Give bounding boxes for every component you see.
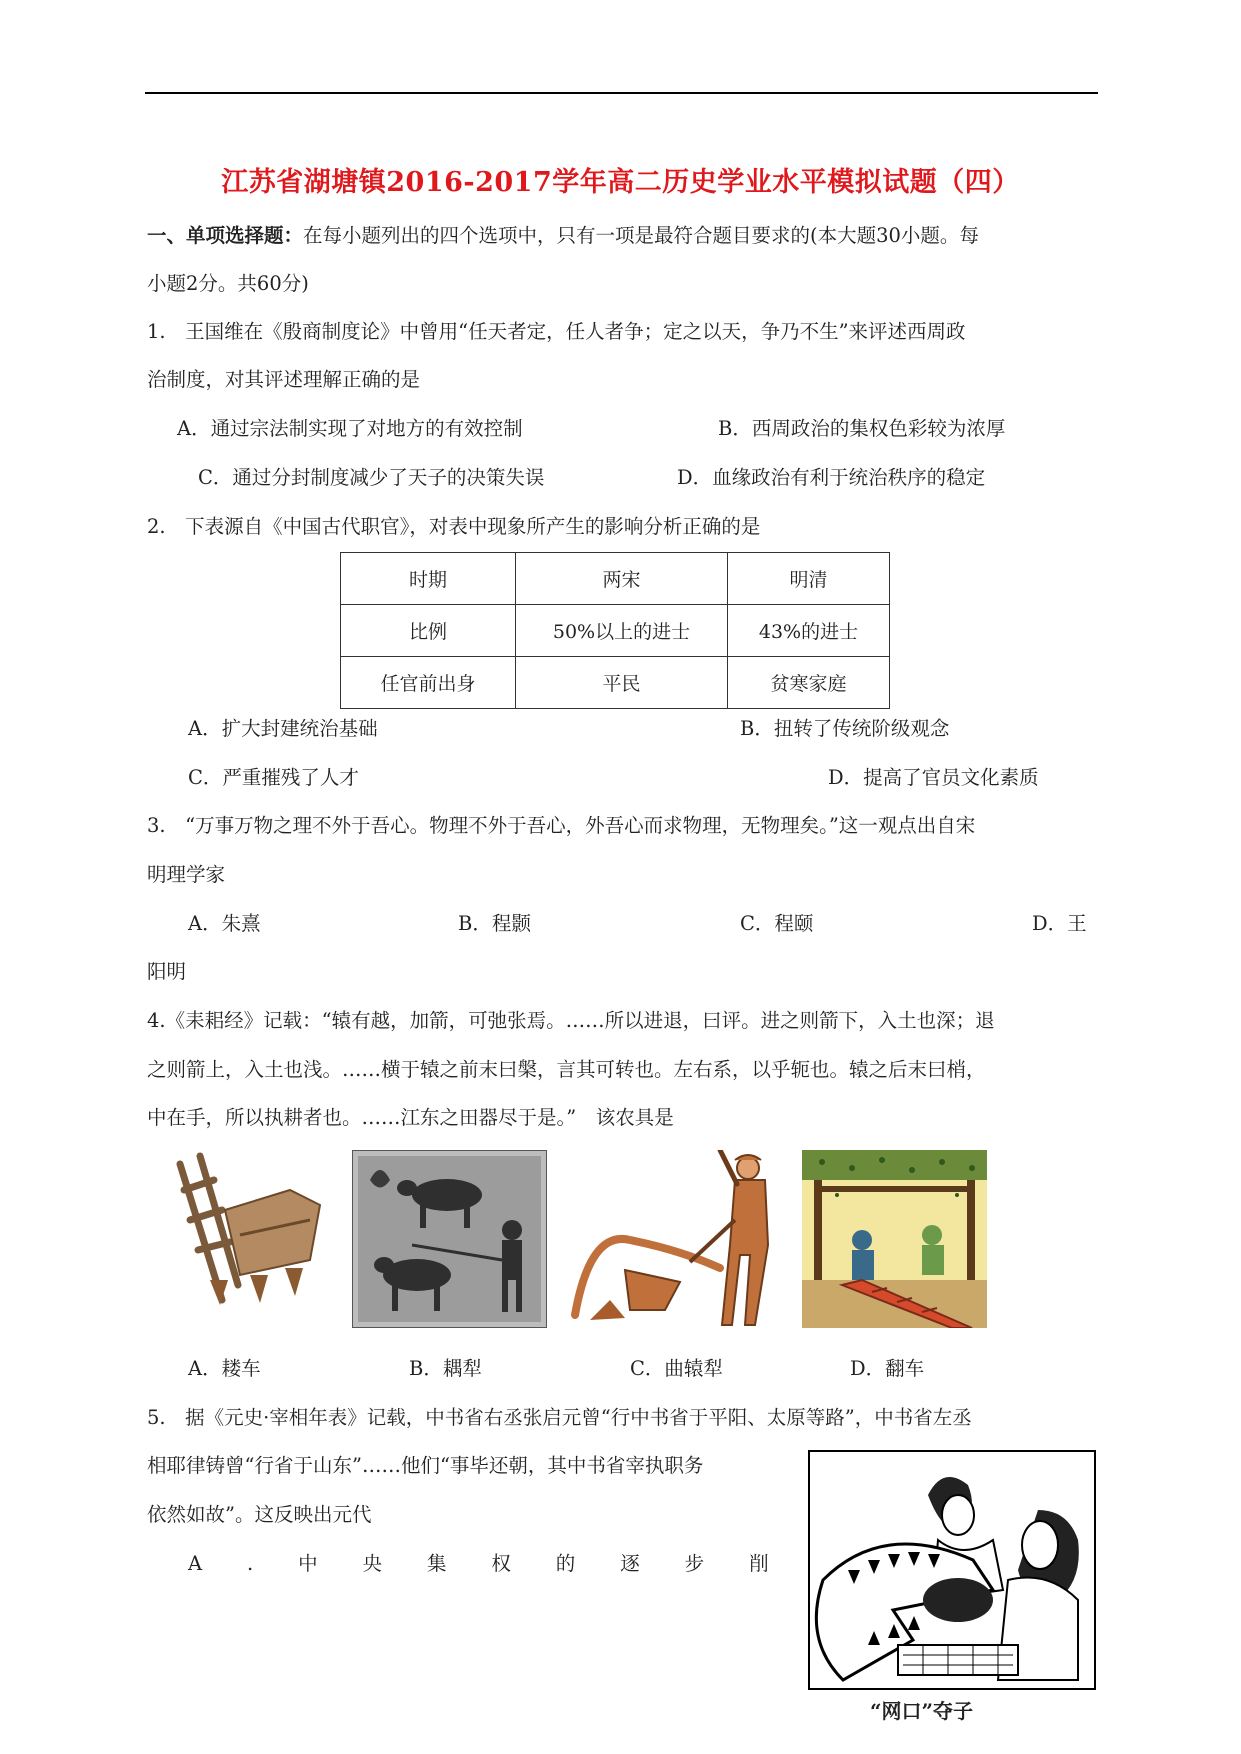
- q5-option-a-char: 央: [362, 1552, 383, 1575]
- table-cell: 任官前出身: [341, 657, 516, 709]
- q3-stem-line1: 3. “万事万物之理不外于吾心。物理不外于吾心，外吾心而求物理，无物理矣。”这一观点出自宋: [147, 814, 976, 837]
- q2-option-a: A．扩大封建统治基础: [188, 717, 378, 740]
- q1-option-d: D．血缘政治有利于统治秩序的稳定: [677, 466, 986, 489]
- q2-option-d: D．提高了官员文化素质: [828, 766, 1039, 789]
- table-row: [341, 605, 890, 657]
- q2-stem: 2. 下表源自《中国古代职官》，对表中现象所产生的影响分析正确的是: [147, 515, 761, 538]
- q3-option-b: B．程颢: [458, 912, 531, 935]
- q1-stem-line1: 1. 王国维在《殷商制度论》中曾用“任天者定，任人者争；定之以天，争乃不生”来评述西周政: [147, 320, 966, 343]
- q5-stem-line2: 相耶律铸曾“行省于山东”……他们“事毕还朝，其中书省宰执职务: [147, 1454, 704, 1477]
- q5-option-a-char: 的: [555, 1552, 576, 1575]
- q5-option-a-char: 步: [684, 1552, 705, 1575]
- q3-option-d-continued: 阳明: [147, 960, 187, 983]
- q5-option-a-char: 权: [491, 1552, 511, 1575]
- q5-stem-line1: 5. 据《元史·宰相年表》记载，中书省右丞张启元曾“行中书省于平阳、太原等路”，中书省左丞: [147, 1406, 972, 1429]
- cartoon-caption: “网口”夺子: [870, 1699, 974, 1723]
- q5-stem-line3: 依然如故”。这反映出元代: [147, 1503, 372, 1526]
- curved-shaft-plough-image: [570, 1150, 775, 1328]
- section-label: 一、单项选择题：: [147, 224, 304, 247]
- q5-option-a-char: 集: [426, 1552, 447, 1575]
- section-text-line2: 小题2分。共60分): [147, 272, 309, 295]
- q1-stem-line2: 治制度，对其评述理解正确的是: [147, 368, 421, 391]
- q1-option-b: B．西周政治的集权色彩较为浓厚: [718, 417, 1006, 440]
- table-cell: 43%的进士: [728, 605, 890, 657]
- header-rule: [145, 92, 1098, 94]
- q4-option-b: B．耦犁: [409, 1357, 482, 1380]
- q5-option-a-char: A: [188, 1552, 203, 1575]
- table-cell: 50%以上的进士: [516, 605, 728, 657]
- q5-option-a-char: 逐: [620, 1552, 640, 1575]
- page-title: 江苏省湖塘镇2016-2017学年高二历史学业水平模拟试题（四）: [221, 167, 1020, 198]
- seed-drill-image: [170, 1150, 330, 1315]
- ox-plough-relief-image: [352, 1150, 547, 1328]
- table-cell: 时期: [341, 553, 516, 605]
- q4-option-c: C．曲辕犁: [630, 1357, 723, 1380]
- q2-table: [340, 552, 890, 709]
- section-text-line1: 在每小题列出的四个选项中，只有一项是最符合题目要求的(本大题30小题。每: [303, 224, 979, 247]
- table-cell: 明清: [728, 553, 890, 605]
- table-cell: 贫寒家庭: [728, 657, 890, 709]
- q3-option-d: D．王: [1032, 912, 1087, 935]
- q1-option-a: A．通过宗法制实现了对地方的有效控制: [177, 417, 523, 440]
- section-instructions: [147, 222, 979, 249]
- q4-stem-line3: 中在手，所以执耕者也。……江东之田器尽于是。” 该农具是: [147, 1106, 674, 1129]
- table-row: [341, 657, 890, 709]
- q4-option-d: D．翻车: [850, 1357, 925, 1380]
- table-cell: 比例: [341, 605, 516, 657]
- q5-option-a-char: 削: [749, 1552, 769, 1575]
- q2-option-b: B．扭转了传统阶级观念: [740, 717, 950, 740]
- q1-option-c: C．通过分封制度减少了天子的决策失误: [198, 466, 545, 489]
- q3-stem-line2: 明理学家: [147, 863, 226, 886]
- q4-stem-line2: 之则箭上，入土也浅。……横于辕之前末曰槃，言其可转也。左右系，以乎轭也。辕之后末曰梢，: [147, 1058, 986, 1081]
- q5-option-a-char: .: [247, 1552, 254, 1575]
- q4-stem-line1: 4.《耒耜经》记载：“辕有越，加箭，可弛张焉。……所以进退，曰评。进之则箭下，入土也深；退: [147, 1009, 995, 1032]
- table-cell: 平民: [516, 657, 728, 709]
- q5-option-a-char: 中: [298, 1552, 318, 1575]
- q2-option-c: C．严重摧残了人才: [188, 766, 359, 789]
- q3-option-c: C．程颐: [740, 912, 814, 935]
- q3-option-a: A．朱熹: [188, 912, 261, 935]
- internet-cartoon-image: [808, 1450, 1096, 1690]
- q5-option-a: [188, 1550, 833, 1577]
- table-row: [341, 553, 890, 605]
- square-pallet-chain-pump-image: [802, 1150, 987, 1328]
- table-cell: 两宋: [516, 553, 728, 605]
- q4-option-a: A．耧车: [188, 1357, 261, 1380]
